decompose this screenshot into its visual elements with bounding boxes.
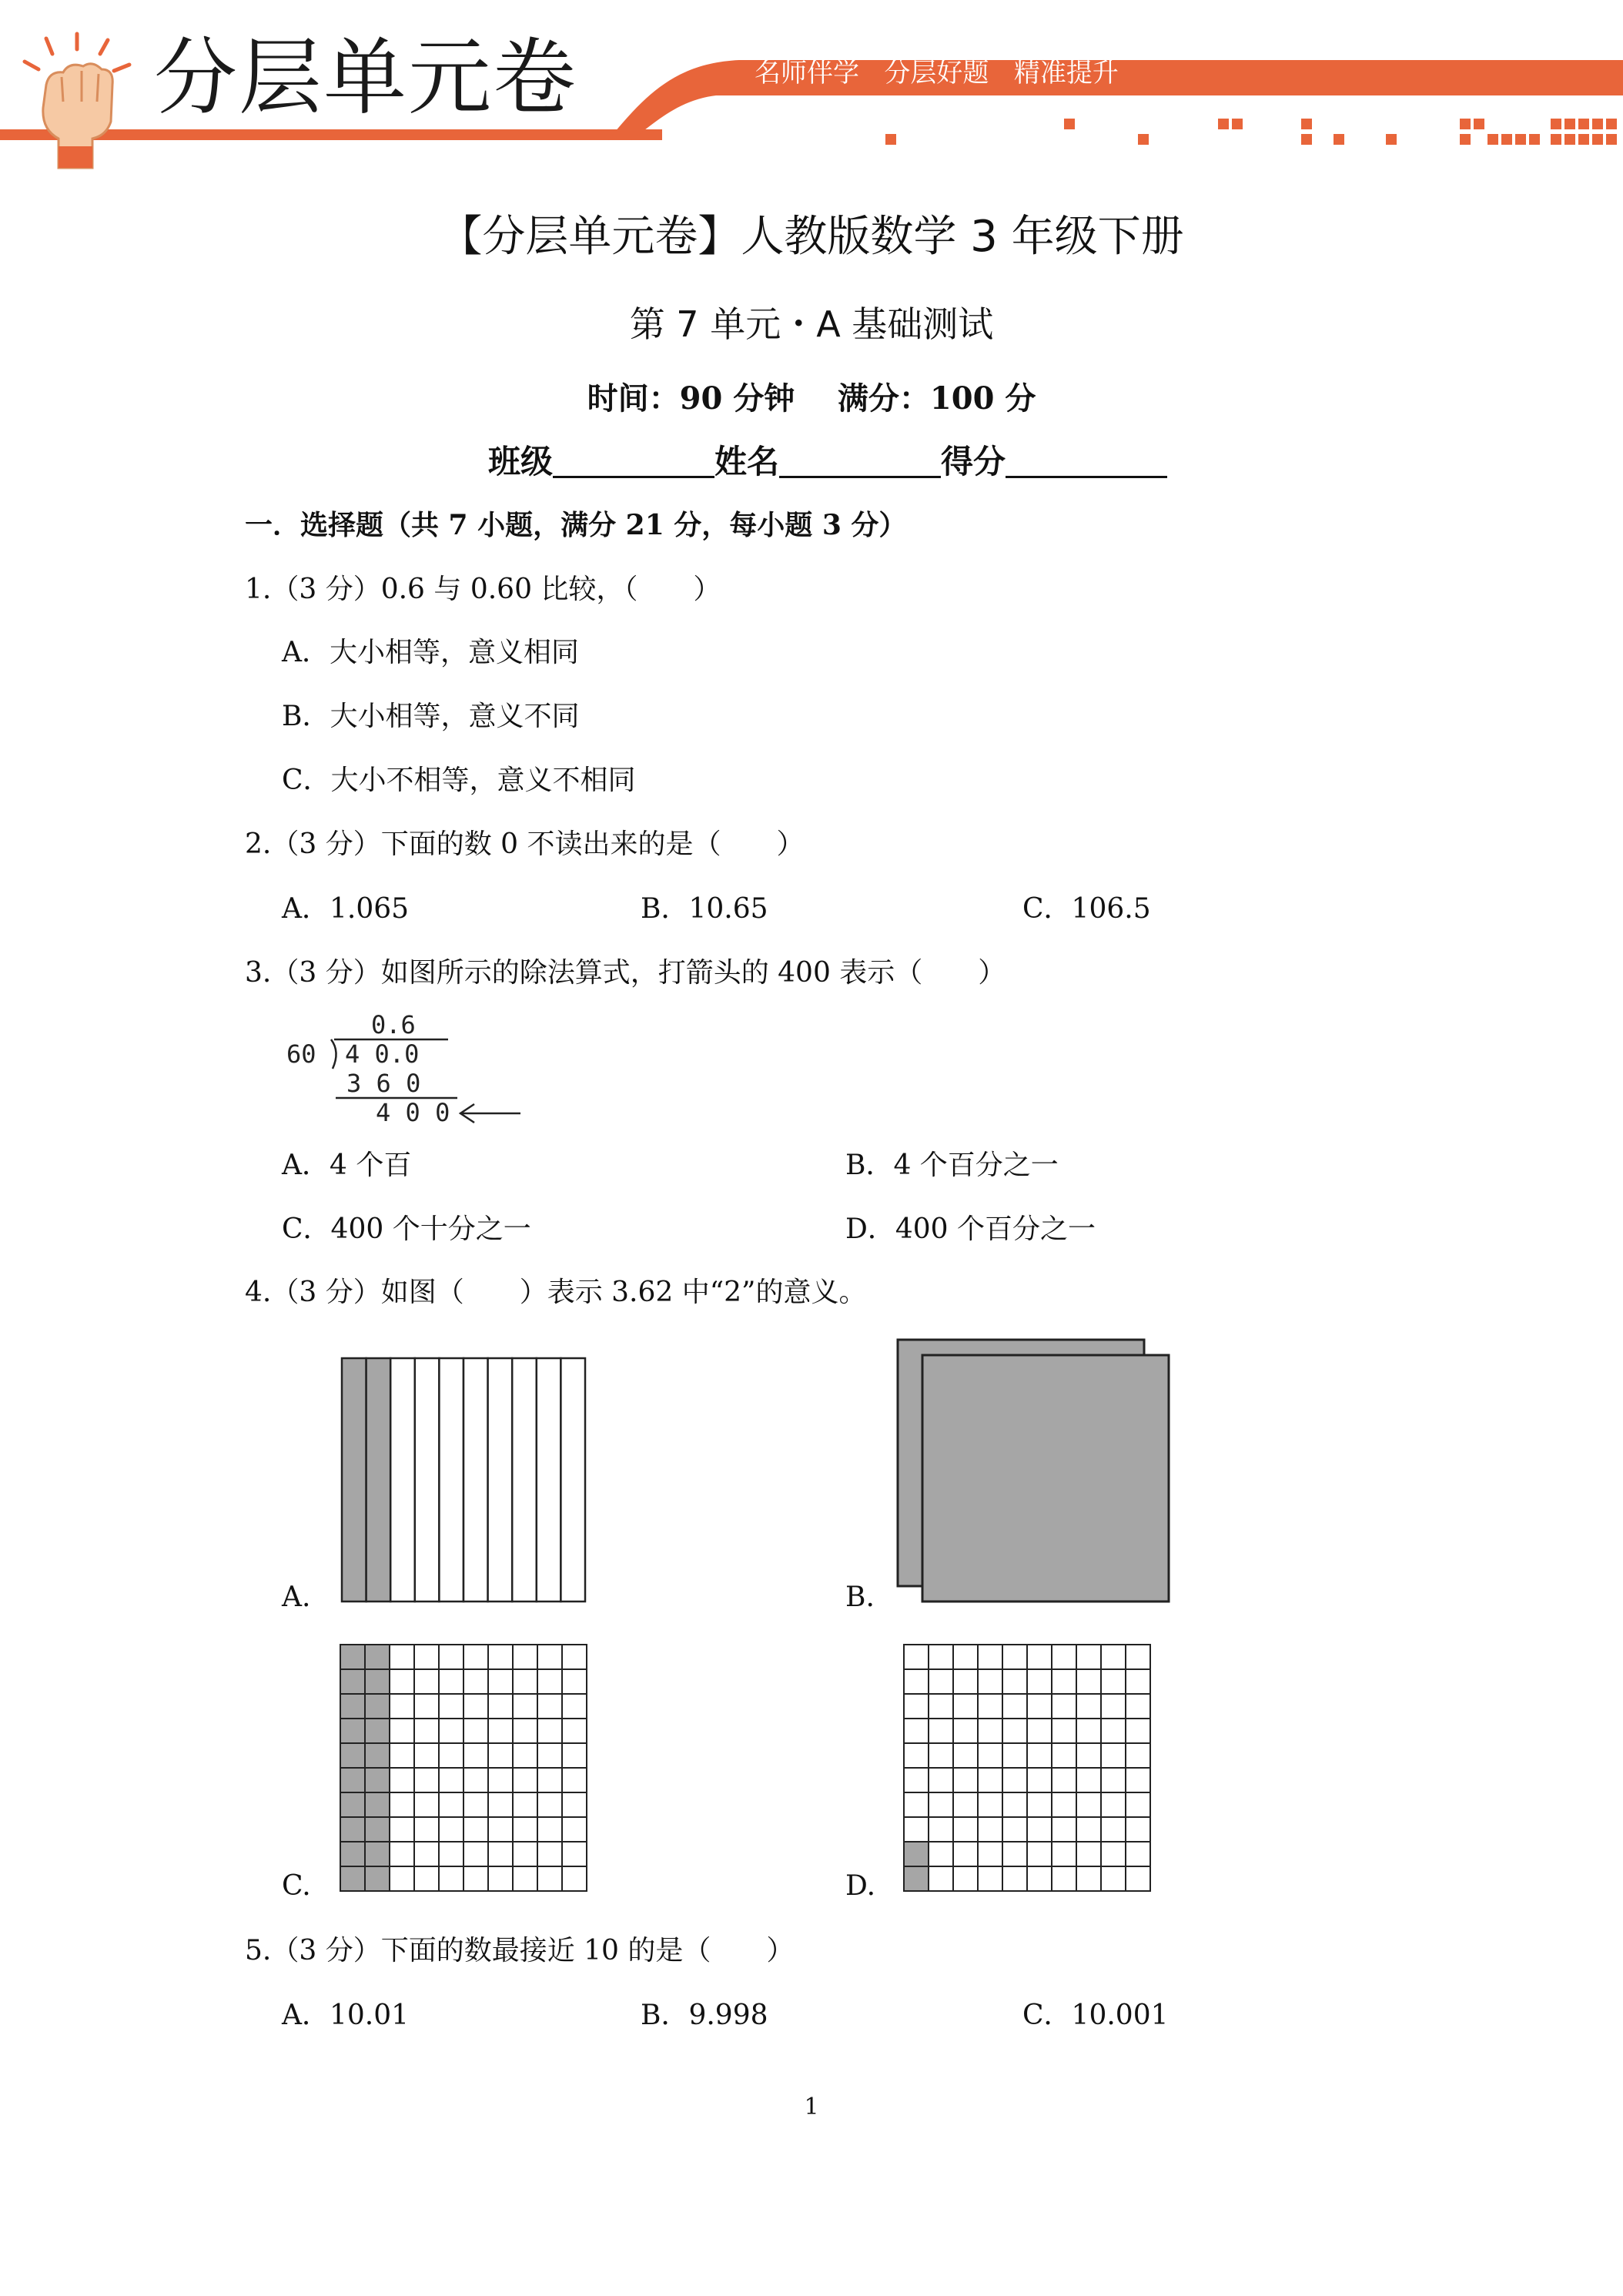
hundredth-cell [414, 1645, 439, 1669]
hundredth-cell [340, 1817, 365, 1842]
hundredth-cell [1076, 1645, 1101, 1669]
hundredth-cell [562, 1842, 587, 1866]
hundredth-cell [1126, 1866, 1150, 1891]
hundredth-cell [414, 1842, 439, 1866]
hundredth-cell [390, 1743, 414, 1768]
tenth-strip [415, 1358, 440, 1602]
hundredth-cell [1027, 1669, 1052, 1694]
hundredth-cell [414, 1817, 439, 1842]
hundredth-cell [1101, 1669, 1126, 1694]
question-1-option-c[interactable]: C．大小不相等，意义不相同 [282, 765, 636, 796]
hundredth-cell [978, 1866, 1002, 1891]
hundredth-cell [953, 1694, 978, 1719]
hundredth-cell [1027, 1768, 1052, 1792]
question-1-option-b[interactable]: B．大小相等，意义不同 [282, 701, 580, 732]
hundredth-cell [340, 1719, 365, 1743]
hundredth-cell [439, 1719, 463, 1743]
hundredth-cell [562, 1792, 587, 1817]
question-4-option-d[interactable]: D. [845, 1870, 876, 1902]
name-label: 姓名 [714, 443, 780, 480]
hundredth-cell [537, 1792, 562, 1817]
question-1-stem: 1.（3 分）0.6 与 0.60 比较，（ ） [245, 574, 721, 605]
hundredth-cell [439, 1866, 463, 1891]
question-1-option-a[interactable]: A．大小相等，意义相同 [282, 637, 579, 668]
hundredth-cell [929, 1817, 953, 1842]
tenth-strip [488, 1358, 513, 1602]
hundredth-cell [1126, 1842, 1150, 1866]
hundredth-cell [488, 1743, 513, 1768]
question-5-option-b[interactable]: B．9.998 [641, 2000, 768, 2031]
hundredth-cell [513, 1866, 537, 1891]
question-5-stem: 5.（3 分）下面的数最接近 10 的是（ ） [245, 1935, 795, 1966]
figure-b-wholes[interactable] [896, 1338, 1172, 1603]
hundredth-cell [929, 1768, 953, 1792]
hundredth-cell [439, 1817, 463, 1842]
hundredth-cell [439, 1743, 463, 1768]
hundredth-cell [463, 1817, 488, 1842]
hundredth-cell [414, 1768, 439, 1792]
figure-d-hundredths[interactable] [902, 1643, 1152, 1893]
hundredth-cell [463, 1694, 488, 1719]
hundredth-cell [365, 1866, 390, 1891]
hundredth-cell [537, 1817, 562, 1842]
hundredth-cell [513, 1743, 537, 1768]
student-info-fields [488, 445, 1167, 478]
division-bracket [331, 1039, 336, 1069]
question-3-option-b[interactable]: B．4 个百分之一 [845, 1150, 1059, 1181]
hundredth-cell [929, 1645, 953, 1669]
hundredth-cell [463, 1743, 488, 1768]
hundredth-cell [488, 1768, 513, 1792]
division-quotient: 0.6 [371, 1010, 416, 1039]
question-4-option-b[interactable]: B. [845, 1581, 875, 1613]
hundredth-cell [513, 1842, 537, 1866]
hundredth-cell [365, 1768, 390, 1792]
hundredth-cell [929, 1669, 953, 1694]
hundredth-cell [365, 1694, 390, 1719]
hundredth-cell [488, 1669, 513, 1694]
hundredth-cell [1002, 1842, 1027, 1866]
hundredth-cell [929, 1719, 953, 1743]
question-4-option-a[interactable]: A. [282, 1581, 311, 1613]
hundredth-cell [953, 1719, 978, 1743]
hundredth-cell [1126, 1719, 1150, 1743]
hundredth-cell [439, 1694, 463, 1719]
division-remainder: 4 0 0 [376, 1098, 450, 1127]
hundredth-cell [1052, 1768, 1076, 1792]
hundredth-cell [439, 1842, 463, 1866]
hundredth-cell [513, 1719, 537, 1743]
hundredth-cell [1052, 1792, 1076, 1817]
hundredth-cell [1101, 1842, 1126, 1866]
long-division-figure [285, 1007, 531, 1130]
hundredth-cell [390, 1669, 414, 1694]
hundredth-cell [904, 1768, 929, 1792]
hundredth-cell [390, 1842, 414, 1866]
tenth-strip [463, 1358, 488, 1602]
hundredth-cell [488, 1817, 513, 1842]
hundredth-cell [929, 1792, 953, 1817]
hundredth-cell [978, 1842, 1002, 1866]
question-2-option-a[interactable]: A．1.065 [282, 893, 410, 925]
hundredth-cell [1101, 1792, 1126, 1817]
hundredth-cell [978, 1694, 1002, 1719]
hundredth-cell [562, 1645, 587, 1669]
hundredth-cell [340, 1842, 365, 1866]
hundredth-cell [390, 1817, 414, 1842]
tenth-strip [512, 1358, 537, 1602]
hundredth-cell [904, 1842, 929, 1866]
hundredth-cell [1052, 1817, 1076, 1842]
hundredth-cell [439, 1792, 463, 1817]
hundredth-cell [365, 1792, 390, 1817]
hundredth-cell [365, 1669, 390, 1694]
figure-a-tenths[interactable] [340, 1357, 587, 1603]
hundredth-cell [978, 1817, 1002, 1842]
hundredth-cell [1027, 1645, 1052, 1669]
class-label: 班级 [488, 443, 554, 480]
hundredth-cell [390, 1866, 414, 1891]
hundredth-cell [1052, 1669, 1076, 1694]
hundredth-cell [562, 1768, 587, 1792]
tenth-strip [561, 1358, 585, 1602]
hundredth-cell [1052, 1743, 1076, 1768]
question-4-stem: 4.（3 分）如图（ ）表示 3.62 中“2”的意义。 [245, 1277, 867, 1308]
hundredth-cell [1076, 1866, 1101, 1891]
hundredth-cell [904, 1719, 929, 1743]
hundredth-cell [978, 1743, 1002, 1768]
hundredth-cell [1002, 1792, 1027, 1817]
hundredth-cell [1101, 1817, 1126, 1842]
hundredth-cell [953, 1743, 978, 1768]
question-3-option-a[interactable]: A．4 个百 [282, 1150, 412, 1181]
hundredth-cell [537, 1669, 562, 1694]
hundredth-cell [1076, 1792, 1101, 1817]
hundredth-cell [439, 1768, 463, 1792]
hundredth-cell [1027, 1866, 1052, 1891]
hundredth-cell [390, 1719, 414, 1743]
page-subtitle: 第 7 单元・A 基础测试 [629, 303, 994, 345]
hundredth-cell [463, 1842, 488, 1866]
hundredth-cell [904, 1669, 929, 1694]
hundredth-cell [1076, 1842, 1101, 1866]
question-3-stem: 3.（3 分）如图所示的除法算式，打箭头的 400 表示（ ） [245, 957, 1006, 989]
hundredth-cell [978, 1792, 1002, 1817]
question-4-option-c[interactable]: C. [282, 1870, 311, 1902]
hundredth-cell [463, 1669, 488, 1694]
hundredth-cell [513, 1694, 537, 1719]
hundredth-cell [1076, 1719, 1101, 1743]
hundredth-cell [1101, 1694, 1126, 1719]
question-2-option-b[interactable]: B．10.65 [641, 893, 768, 925]
hundredth-cell [904, 1694, 929, 1719]
hundredth-cell [1027, 1792, 1052, 1817]
hundredth-cell [1002, 1768, 1027, 1792]
hundredth-cell [463, 1768, 488, 1792]
hundredth-cell [929, 1866, 953, 1891]
hundredth-cell [537, 1768, 562, 1792]
hundredth-cell [488, 1792, 513, 1817]
hundredth-cell [488, 1842, 513, 1866]
page-number: 1 [804, 2094, 819, 2120]
figure-c-hundredths[interactable] [339, 1643, 588, 1893]
hundredth-cell [414, 1719, 439, 1743]
division-divisor: 60 [286, 1039, 316, 1069]
hundredth-cell [463, 1792, 488, 1817]
hundredth-cell [1126, 1817, 1150, 1842]
score-blank[interactable] [1006, 445, 1167, 478]
class-blank[interactable] [553, 445, 714, 478]
hundredth-cell [340, 1792, 365, 1817]
hundredth-cell [1101, 1768, 1126, 1792]
hundredth-cell [1002, 1694, 1027, 1719]
question-3-option-d[interactable]: D．400 个百分之一 [845, 1213, 1096, 1245]
hundredth-cell [463, 1866, 488, 1891]
hundredth-cell [1126, 1743, 1150, 1768]
hundredth-cell [1002, 1645, 1027, 1669]
hundredth-cell [904, 1817, 929, 1842]
hundredth-cell [1002, 1669, 1027, 1694]
hundredth-cell [953, 1866, 978, 1891]
hundredth-cell [390, 1792, 414, 1817]
hundredth-cell [414, 1669, 439, 1694]
fist-logo-icon [15, 31, 139, 169]
question-5-option-a[interactable]: A．10.01 [282, 2000, 410, 2031]
slogan: 名师伴学 分层好题 精准提升 [755, 58, 1119, 89]
hundredth-cell [978, 1669, 1002, 1694]
hundredth-cell [562, 1669, 587, 1694]
hundredth-cell [953, 1669, 978, 1694]
question-5-option-c[interactable]: C．10.001 [1022, 2000, 1169, 2031]
score-label: 得分 [941, 443, 1006, 480]
hundredth-cell [904, 1743, 929, 1768]
hundredth-cell [488, 1694, 513, 1719]
hundredth-cell [439, 1669, 463, 1694]
hundredth-cell [1101, 1743, 1126, 1768]
hundredth-cell [562, 1694, 587, 1719]
hundredth-cell [365, 1817, 390, 1842]
brand-title: 分层单元卷 [154, 30, 578, 126]
hundredth-cell [365, 1743, 390, 1768]
tenth-strip [537, 1358, 561, 1602]
hundredth-cell [537, 1842, 562, 1866]
hundredth-cell [513, 1792, 537, 1817]
hundredth-cell [929, 1694, 953, 1719]
hundredth-cell [953, 1817, 978, 1842]
hundredth-cell [1101, 1645, 1126, 1669]
hundredth-cell [978, 1768, 1002, 1792]
hundredth-cell [1126, 1645, 1150, 1669]
hundredth-cell [537, 1719, 562, 1743]
hundredth-cell [1027, 1743, 1052, 1768]
hundredth-cell [513, 1645, 537, 1669]
hundredth-cell [1101, 1719, 1126, 1743]
hundredth-cell [1002, 1719, 1027, 1743]
tenth-strip [342, 1358, 366, 1602]
hundredth-cell [929, 1743, 953, 1768]
tenth-strip [390, 1358, 415, 1602]
hundredth-cell [953, 1842, 978, 1866]
hundredth-cell [1027, 1817, 1052, 1842]
hundredth-cell [537, 1645, 562, 1669]
hundredth-cell [513, 1768, 537, 1792]
hundredth-cell [1052, 1842, 1076, 1866]
whole-square-front [922, 1355, 1169, 1602]
hundredth-cell [1076, 1768, 1101, 1792]
hundredth-cell [1027, 1694, 1052, 1719]
hundredth-cell [1052, 1866, 1076, 1891]
page-title: 【分层单元卷】人教版数学 3 年级下册 [439, 212, 1184, 262]
question-3-option-c[interactable]: C．400 个十分之一 [282, 1213, 531, 1245]
hundredth-cell [1002, 1817, 1027, 1842]
division-product: 3 6 0 [346, 1069, 421, 1098]
hundredth-cell [463, 1645, 488, 1669]
hundredth-cell [513, 1669, 537, 1694]
hundredth-cell [904, 1792, 929, 1817]
hundredth-cell [488, 1866, 513, 1891]
hundredth-cell [978, 1645, 1002, 1669]
hundredth-cell [414, 1792, 439, 1817]
hundredth-cell [390, 1768, 414, 1792]
hundredth-cell [953, 1768, 978, 1792]
hundredth-cell [414, 1743, 439, 1768]
section-heading: 一．选择题（共 7 小题，满分 21 分，每小题 3 分） [245, 509, 907, 541]
hundredth-cell [488, 1645, 513, 1669]
hundredth-cell [1052, 1719, 1076, 1743]
hundredth-cell [340, 1669, 365, 1694]
hundredth-cell [365, 1842, 390, 1866]
hundredth-cell [1002, 1866, 1027, 1891]
hundredth-cell [340, 1694, 365, 1719]
hundredth-cell [414, 1866, 439, 1891]
hundredth-cell [1126, 1669, 1150, 1694]
hundredth-cell [562, 1719, 587, 1743]
hundredth-cell [953, 1792, 978, 1817]
question-2-stem: 2.（3 分）下面的数 0 不读出来的是（ ） [245, 828, 805, 860]
hundredth-cell [513, 1817, 537, 1842]
hundredth-cell [904, 1645, 929, 1669]
division-dividend: 4 0.0 [345, 1039, 420, 1069]
hundredth-cell [340, 1866, 365, 1891]
hundredth-cell [929, 1842, 953, 1866]
hundredth-cell [1126, 1792, 1150, 1817]
hundredth-cell [1076, 1669, 1101, 1694]
hundredth-cell [562, 1817, 587, 1842]
hundredth-cell [340, 1768, 365, 1792]
hundredth-cell [1126, 1768, 1150, 1792]
tenth-strip [439, 1358, 463, 1602]
hundredth-cell [1052, 1694, 1076, 1719]
hundredth-cell [904, 1866, 929, 1891]
hundredth-cell [365, 1645, 390, 1669]
hundredth-cell [365, 1719, 390, 1743]
hundredth-cell [1052, 1645, 1076, 1669]
hundredth-cell [463, 1719, 488, 1743]
hundredth-cell [340, 1645, 365, 1669]
name-blank[interactable] [779, 445, 941, 478]
hundredth-cell [439, 1645, 463, 1669]
hundredth-cell [414, 1694, 439, 1719]
question-2-option-c[interactable]: C．106.5 [1022, 893, 1151, 925]
hundredth-cell [1076, 1743, 1101, 1768]
hundredth-cell [390, 1645, 414, 1669]
hundredth-cell [1076, 1694, 1101, 1719]
hundredth-cell [537, 1694, 562, 1719]
hundredth-cell [562, 1866, 587, 1891]
hundredth-cell [1027, 1719, 1052, 1743]
hundredth-cell [390, 1694, 414, 1719]
hundredth-cell [1101, 1866, 1126, 1891]
hundredth-cell [340, 1743, 365, 1768]
hundredth-cell [1002, 1743, 1027, 1768]
hundredth-cell [978, 1719, 1002, 1743]
hundredth-cell [537, 1743, 562, 1768]
time-score-line: 时间：90 分钟 满分：100 分 [587, 380, 1036, 417]
hundredth-cell [1076, 1817, 1101, 1842]
hundredth-cell [1027, 1842, 1052, 1866]
hundredth-cell [537, 1866, 562, 1891]
hundredth-cell [953, 1645, 978, 1669]
tenth-strip [366, 1358, 391, 1602]
hundredth-cell [1126, 1694, 1150, 1719]
hundredth-cell [488, 1719, 513, 1743]
hundredth-cell [562, 1743, 587, 1768]
